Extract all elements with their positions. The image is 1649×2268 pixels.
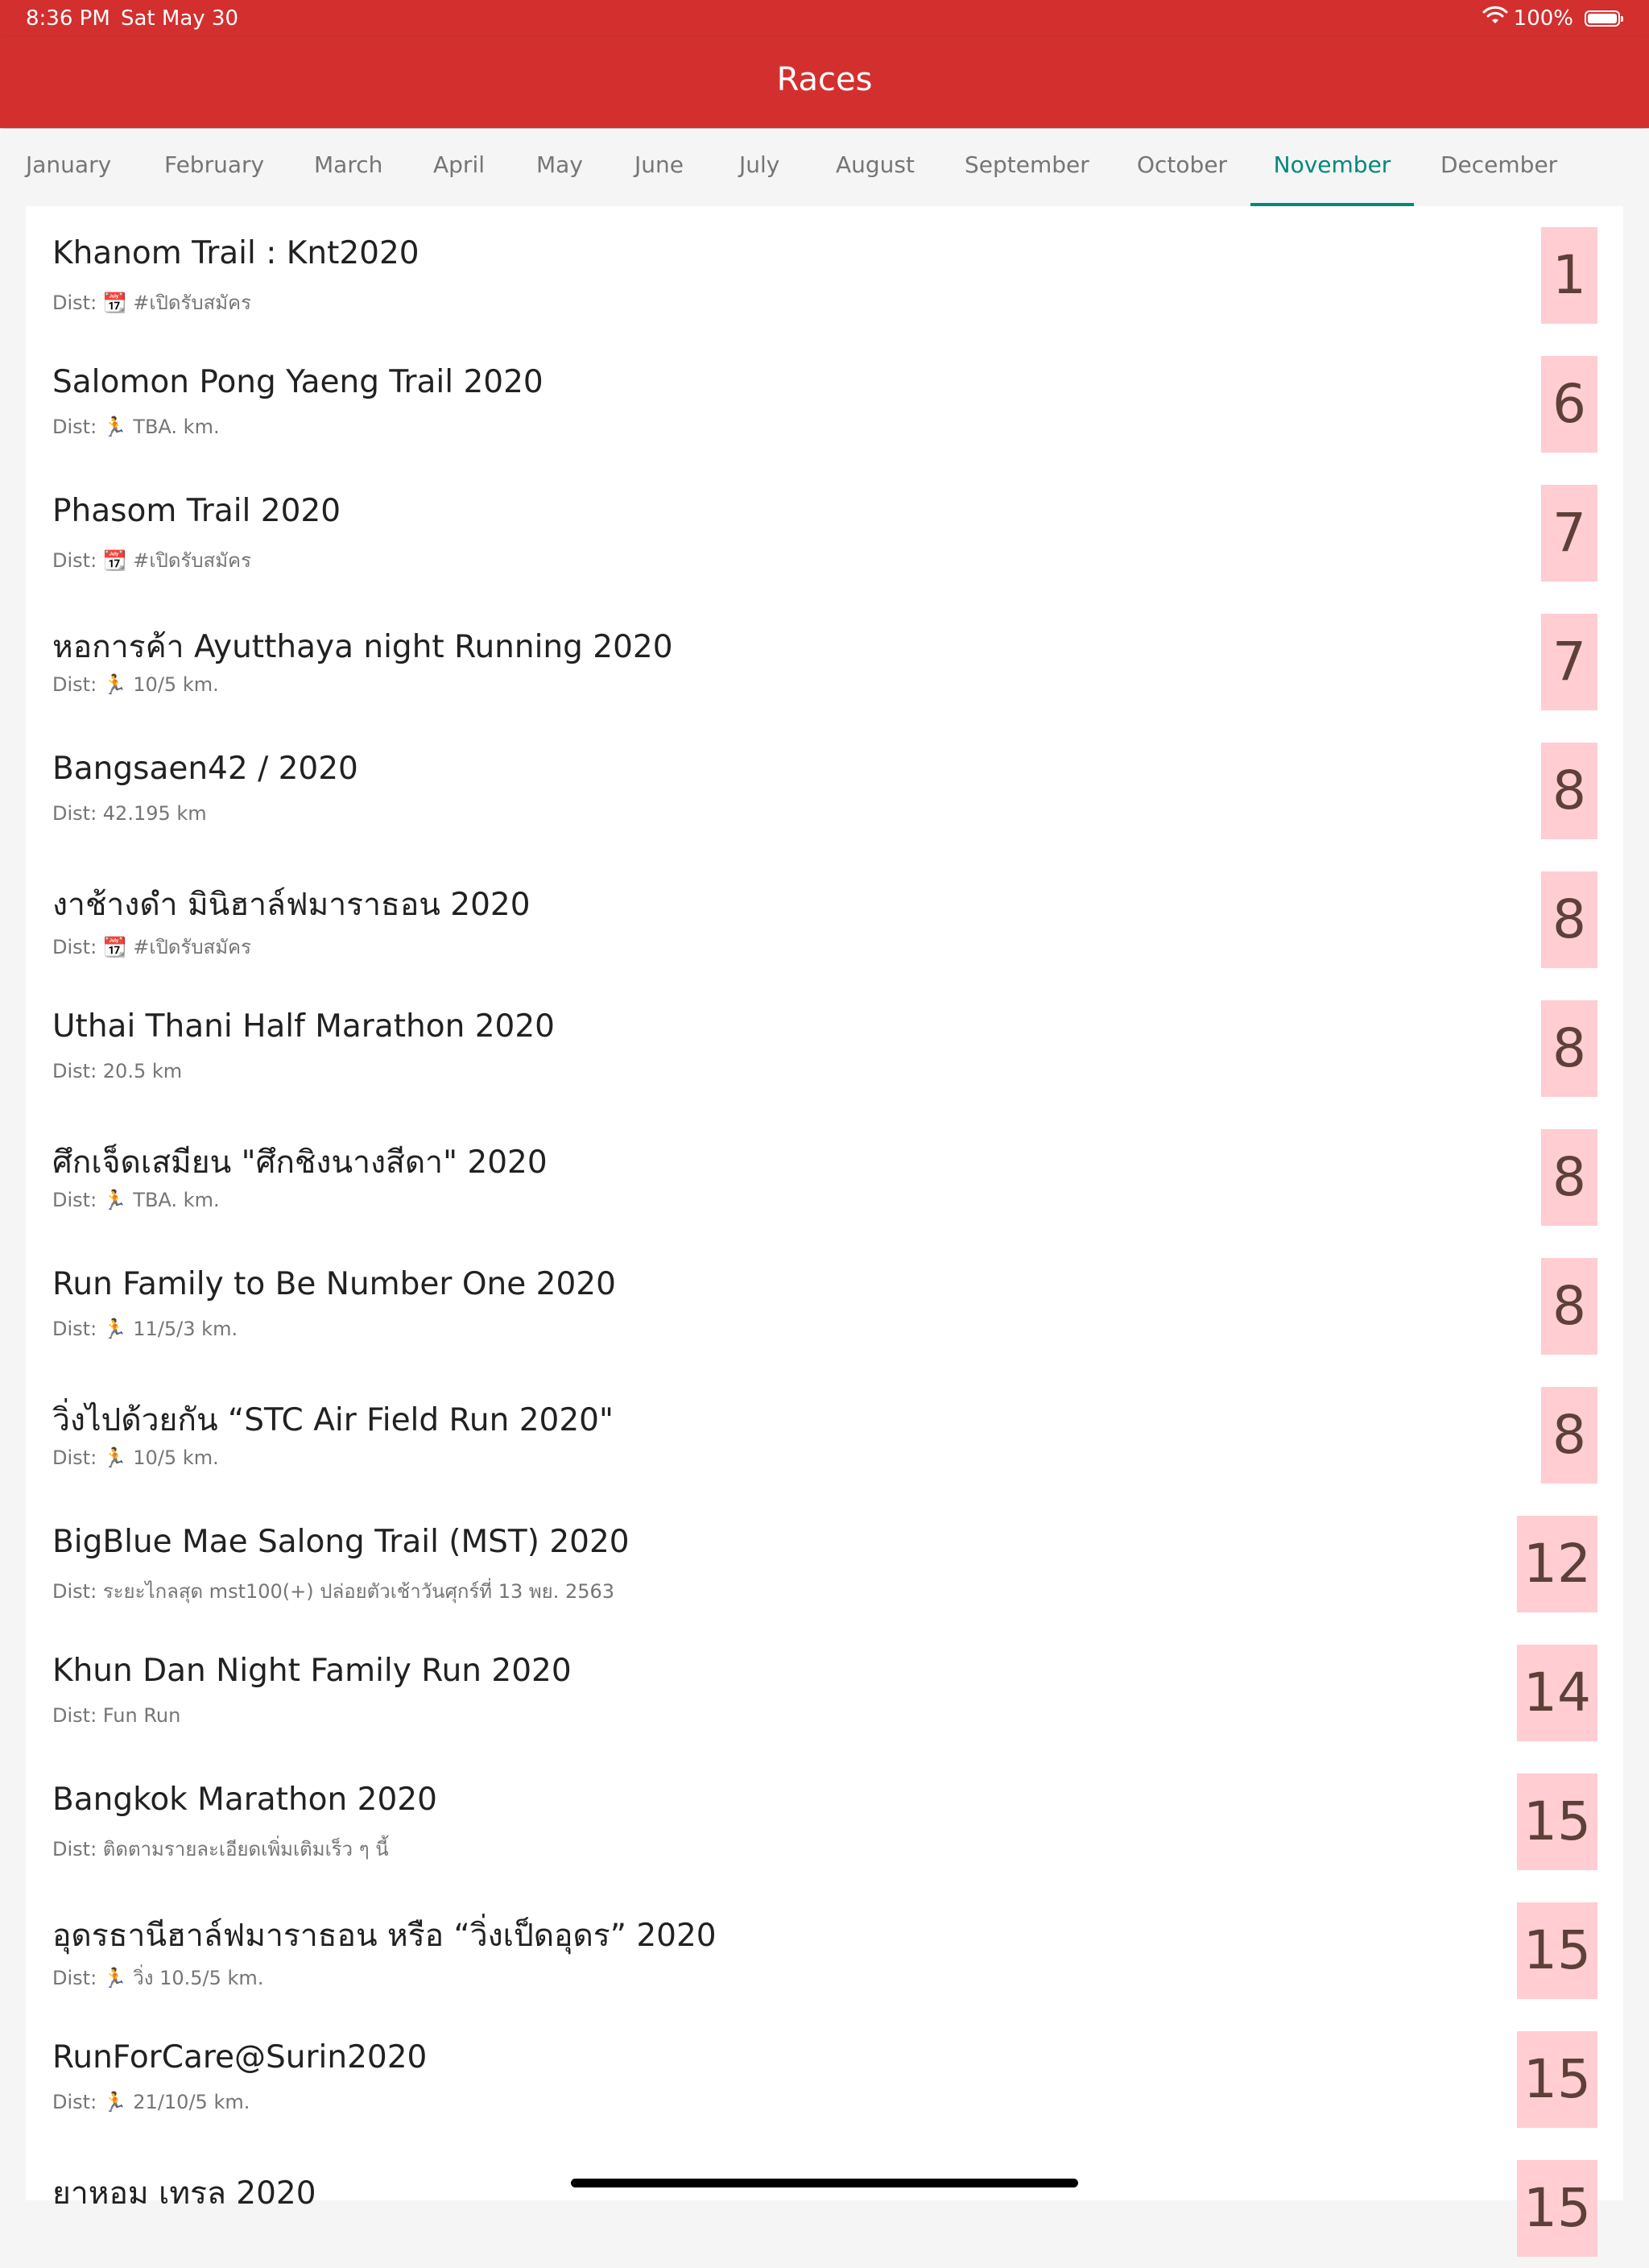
race-day-badge: 1 — [1541, 227, 1597, 324]
race-distance: Dist: 🏃 10/5 km. — [52, 673, 219, 696]
race-day-badge: 8 — [1541, 1129, 1597, 1226]
race-item[interactable] — [26, 1753, 1623, 1881]
race-item[interactable] — [26, 206, 1623, 335]
page-title: Races — [776, 61, 873, 98]
home-indicator[interactable] — [571, 2179, 1078, 2187]
battery-percent: 100% — [1513, 6, 1573, 31]
tab-february[interactable]: February — [164, 151, 265, 178]
race-distance: Dist: 🏃 TBA. km. — [52, 416, 220, 438]
race-distance: Dist: ระยะไกลสุด mst100(+) ปล่อยตัวเช้าวันศุกร์ที่ 13 พย. 2563 — [52, 1580, 615, 1603]
race-day-badge: 7 — [1541, 614, 1597, 710]
race-day-badge: 15 — [1517, 1902, 1597, 1999]
race-day-badge: 7 — [1541, 485, 1597, 581]
race-distance: Dist: 42.195 km — [52, 802, 207, 825]
status-date: Sat May 30 — [121, 6, 238, 31]
wifi-icon — [1483, 6, 1507, 31]
tab-march[interactable]: March — [314, 151, 383, 178]
race-item[interactable] — [26, 464, 1623, 593]
race-name: Uthai Thani Half Marathon 2020 — [52, 1008, 555, 1045]
race-name: ยาหอม เทรล 2020 — [52, 2175, 316, 2212]
race-day-badge: 14 — [1517, 1645, 1597, 1741]
race-name: อุดรธานีฮาล์ฟมาราธอน หรือ “วิ่งเป็ดอุดร” 2020 — [52, 1918, 717, 1954]
tab-october[interactable]: October — [1137, 151, 1228, 178]
race-day-badge: 8 — [1541, 1000, 1597, 1097]
race-day-badge: 15 — [1517, 2160, 1597, 2257]
race-name: Salomon Pong Yaeng Trail 2020 — [52, 364, 543, 400]
tab-november[interactable]: November — [1250, 129, 1414, 206]
race-distance: Dist: 🏃 11/5/3 km. — [52, 1318, 238, 1340]
status-bar — [0, 0, 1649, 37]
race-item[interactable] — [26, 850, 1623, 979]
race-name: Bangsaen42 / 2020 — [52, 751, 358, 787]
race-name: BigBlue Mae Salong Trail (MST) 2020 — [52, 1524, 630, 1560]
tab-july[interactable]: July — [739, 151, 780, 178]
status-indicators — [1483, 6, 1620, 31]
race-day-badge: 12 — [1517, 1516, 1597, 1612]
race-name: RunForCare@Surin2020 — [52, 2039, 428, 2076]
race-day-badge: 8 — [1541, 1387, 1597, 1484]
race-day-badge: 8 — [1541, 1258, 1597, 1355]
race-item[interactable] — [26, 335, 1623, 464]
race-distance: Dist: 📆 #เปิดรับสมัคร — [52, 292, 251, 314]
race-item[interactable] — [26, 2010, 1623, 2139]
race-distance: Dist: Fun Run — [52, 1704, 181, 1727]
race-item[interactable] — [26, 593, 1623, 722]
battery-icon — [1585, 10, 1620, 27]
race-item[interactable] — [26, 1881, 1623, 2010]
race-name: วิ่งไปด้วยกัน “STC Air Field Run 2020" — [52, 1402, 614, 1438]
race-name: Phasom Trail 2020 — [52, 493, 341, 529]
race-item[interactable] — [26, 1366, 1623, 1495]
race-day-badge: 8 — [1541, 871, 1597, 968]
race-name: Khun Dan Night Family Run 2020 — [52, 1653, 572, 1689]
race-distance: Dist: 🏃 21/10/5 km. — [52, 2091, 250, 2113]
race-distance: Dist: 🏃 10/5 km. — [52, 1446, 219, 1469]
tab-may[interactable]: May — [536, 151, 583, 178]
race-distance: Dist: ติดตามรายละเอียดเพิ่มเติมเร็ว ๆ นี้ — [52, 1838, 389, 1860]
month-tabs — [0, 129, 1649, 206]
race-item[interactable] — [26, 1624, 1623, 1753]
app-bar — [0, 37, 1649, 128]
race-item[interactable] — [26, 1108, 1623, 1237]
race-list — [26, 206, 1623, 2239]
tab-september[interactable]: September — [965, 151, 1089, 178]
tab-june[interactable]: June — [634, 151, 684, 178]
race-day-badge: 15 — [1517, 1773, 1597, 1870]
race-distance: Dist: 20.5 km — [52, 1060, 183, 1082]
tab-december[interactable]: December — [1440, 151, 1558, 178]
status-time: 8:36 PM — [26, 6, 110, 31]
race-day-badge: 8 — [1541, 743, 1597, 839]
race-name: Bangkok Marathon 2020 — [52, 1782, 437, 1818]
race-item[interactable] — [26, 1495, 1623, 1624]
race-item[interactable] — [26, 2139, 1623, 2268]
race-name: Run Family to Be Number One 2020 — [52, 1266, 616, 1302]
race-item[interactable] — [26, 979, 1623, 1108]
race-name: Khanom Trail : Knt2020 — [52, 235, 419, 271]
race-item[interactable] — [26, 722, 1623, 850]
race-day-badge: 6 — [1541, 356, 1597, 453]
race-distance: Dist: 🏃 วิ่ง 10.5/5 km. — [52, 1967, 264, 1989]
tab-april[interactable]: April — [433, 151, 485, 178]
tab-january[interactable]: January — [26, 151, 112, 178]
race-name: ศึกเจ็ดเสมียน "ศึกชิงนางสีดา" 2020 — [52, 1144, 548, 1181]
race-item[interactable] — [26, 1237, 1623, 1366]
race-name: งาช้างดำ มินิฮาล์ฟมาราธอน 2020 — [52, 887, 531, 923]
race-day-badge: 15 — [1517, 2031, 1597, 2128]
race-name: หอการค้า Ayutthaya night Running 2020 — [52, 629, 673, 665]
race-distance: Dist: 📆 #เปิดรับสมัคร — [52, 936, 251, 958]
race-distance: Dist: 📆 #เปิดรับสมัคร — [52, 549, 251, 572]
tab-august[interactable]: August — [836, 151, 915, 178]
race-distance: Dist: 🏃 TBA. km. — [52, 1189, 220, 1211]
